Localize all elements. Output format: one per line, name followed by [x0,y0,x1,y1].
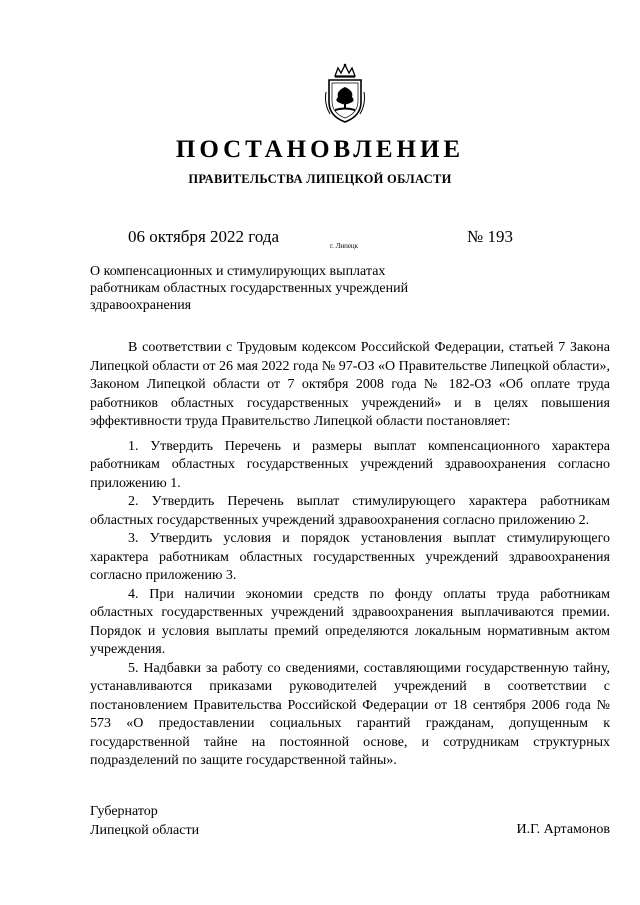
subject-line: здравоохранения [90,298,192,313]
subject-line: О компенсационных и стимулирующих выплатах [90,264,386,279]
preamble-paragraph: В соответствии с Трудовым кодексом Российской Федерации, статьей 7 Закона Липецкой области от 26 мая 2022 года № 97-ОЗ «О Правительстве Липецкой области», Законом Липецкой области от 7 октября 2008 года № 182-ОЗ «Об оплате труда работников областных государственных учреждений» и в целях повышения эффективности труда Правительство Липецкой области постановляет: [90,340,610,429]
document-date: 06 октября 2022 года [128,227,280,246]
document-number: № 193 [467,227,513,246]
document-subject [90,263,470,314]
subject-line: работникам областных государственных учреждений [90,281,409,296]
document-type-title: ПОСТАНОВЛЕНИЕ [175,136,465,163]
document-body [90,339,610,771]
signatory-name: И.Г. Артамонов [516,822,610,837]
signatory-position-line: Липецкой области [90,822,200,838]
signatory-position [90,803,199,840]
resolution-item-5: 5. Надбавки за работу со сведениями, составляющими государственную тайну, устанавливаются приказами руководителей учреждений в соответствии с постановлением Правительства Российской Федерации от 18 сентября 2006 года № 573 «О предоставлении социальных гарантий гражданам, допущенным к государственной тайне на постоянной основе, и сотрудникам структурных подразделений по защите государственной тайны». [90,660,610,768]
resolution-item-2: 2. Утвердить Перечень выплат стимулирующего характера работникам областных государственных учреждений здравоохранения согласно приложению 2. [90,494,610,528]
resolution-item-4: 4. При наличии экономии средств по фонду оплаты труда работникам областных государственных учреждений здравоохранения выплачиваются премии. Порядок и условия выплаты премий определяются локальным нормативным актом учреждения. [90,586,610,657]
document-city: г. Липецк [330,242,359,250]
issuing-authority: ПРАВИТЕЛЬСТВА ЛИПЕЦКОЙ ОБЛАСТИ [188,172,452,186]
coat-of-arms-icon [324,62,366,124]
signatory-position-line: Губернатор [90,804,158,819]
resolution-item-3: 3. Утвердить условия и порядок установления выплат стимулирующего характера работникам областных государственных учреждений здравоохранения согласно приложению 3. [90,531,610,583]
resolution-item-1: 1. Утвердить Перечень и размеры выплат компенсационного характера работникам областных государственных учреждений здравоохранения согласно приложению 1. [90,438,610,491]
